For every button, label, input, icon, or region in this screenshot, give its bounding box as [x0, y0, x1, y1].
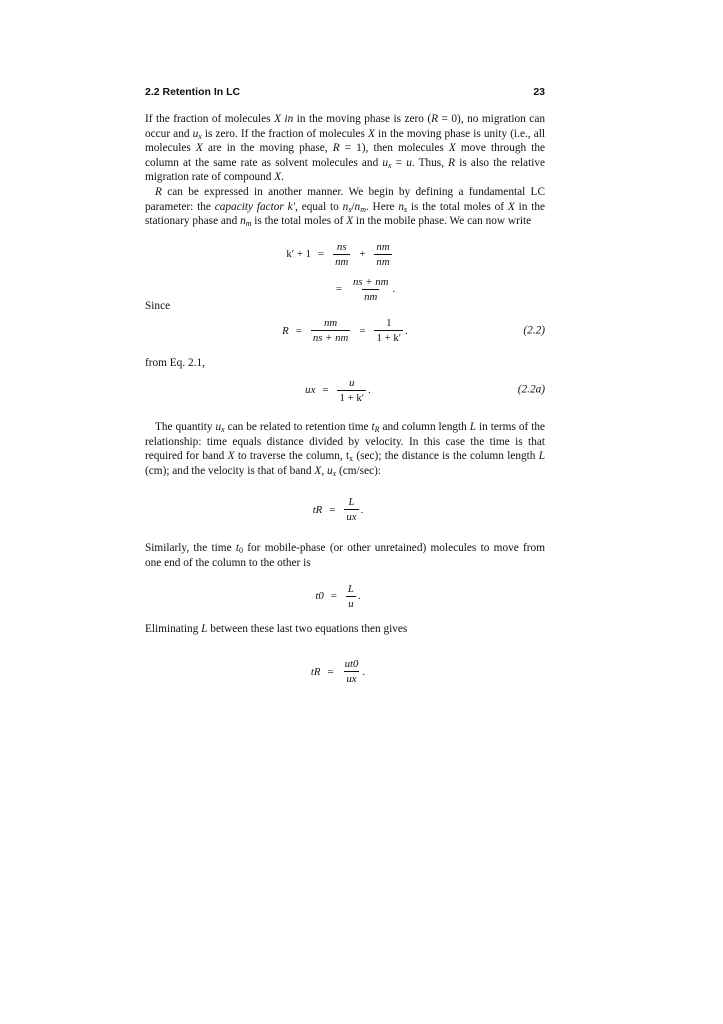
equation-2-2a: ux = $\frac{u}{1 + k'}$ . (2.2a) — [305, 376, 545, 404]
page — [145, 86, 545, 685]
since-label: Since — [145, 299, 171, 312]
equation-k-prime-combined: = $\frac{ns + nm}{nm}$ . — [335, 275, 396, 303]
equation-2-2: R = $\frac{nm}{ns + nm}$ = $\frac{1}{1 + k'}$ . (2.2) — [282, 317, 545, 345]
equation-k-prime-plus-one: k′ + 1 = $\frac{ns}{nm}$ + $\frac{nm}{nm}$ — [286, 240, 390, 268]
paragraph-2: R can be expressed in another manner. We begin by defining a fundamental LC parameter: the capacity factor k', equal to $n_s/n_m$. Here $n_s$ is the total moles of X in the stationary phase and $n_m$ is the total moles of X in the mobile phase. We can now write — [145, 185, 546, 229]
running-header — [145, 86, 545, 104]
paragraph-1: If the fraction of molecules X in in the moving phase is zero (R = 0), no migration can occur and $u_x$ is zero. If the fraction of molecules X in the moving phase is unity (i.e., all molecules X are in the moving phase, R = 1), then molecules X move through the column at the same rate as solvent molecules and $u_x = u$. Thus, R is also the relative migration rate of compound X. — [145, 113, 546, 184]
page-number: 23 — [533, 86, 545, 98]
section-header: 2.2 Retention In LC — [145, 86, 241, 98]
paragraph-4: Similarly, the time $t_0$ for mobile-phase (or other unretained) molecules to move from one end of the column to the other is — [145, 542, 545, 569]
equation-number-2-2: (2.2) — [523, 324, 545, 337]
equation-t0: t0 = $\frac{L}{u}$ . — [315, 582, 361, 610]
equation-tR-ut0: tR = $\frac{ut0}{ux}$ . — [310, 658, 366, 686]
equation-tR: tR = $\frac{L}{ux}$ . — [312, 496, 364, 524]
paragraph-5: Eliminating L between these last two equations then gives — [145, 622, 408, 635]
from-eq-label: from Eq. 2.1, — [145, 357, 205, 370]
paragraph-3: The quantity $u_x$ can be related to retention time $t_R$ and column length L in terms of the relationship: time equals distance divided by velocity. In this case the time is that required for band X to traverse the column, $t_x$ (sec); the distance is the column length L (cm); and the velocity is that of band X, $u_x$ (cm/sec): — [145, 420, 546, 478]
equation-number-2-2a: (2.2a) — [517, 384, 545, 397]
